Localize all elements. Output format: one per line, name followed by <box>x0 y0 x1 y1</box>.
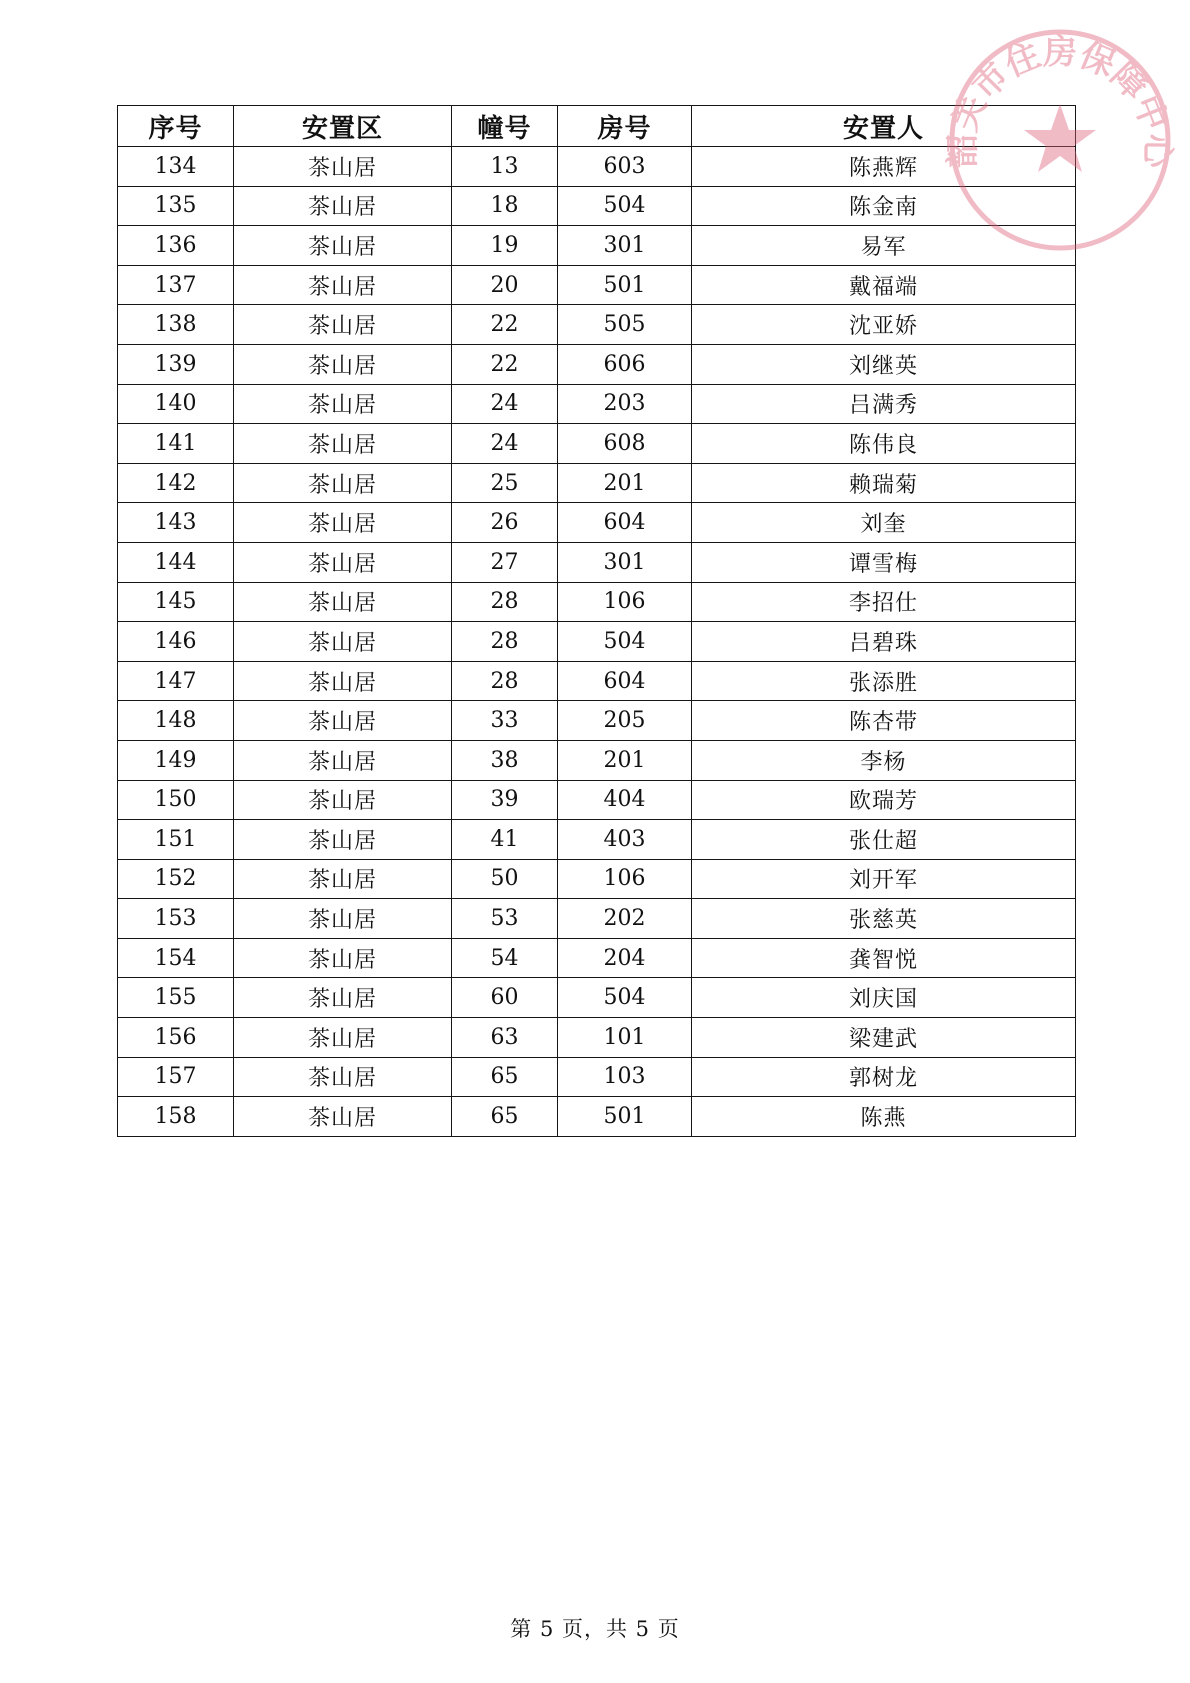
table-row <box>118 344 1076 384</box>
cell-person: 梁建武 <box>692 1018 1076 1058</box>
cell-person: 陈伟良 <box>692 424 1076 464</box>
cell-area: 茶山居 <box>234 1097 452 1137</box>
cell-building: 19 <box>452 226 558 266</box>
cell-room: 103 <box>558 1057 692 1097</box>
cell-serial: 146 <box>118 622 234 662</box>
cell-building: 39 <box>452 780 558 820</box>
table-row <box>118 542 1076 582</box>
cell-serial: 145 <box>118 582 234 622</box>
table-row <box>118 226 1076 266</box>
seal-star-icon <box>1024 104 1096 172</box>
cell-serial: 147 <box>118 661 234 701</box>
cell-person: 欧瑞芳 <box>692 780 1076 820</box>
cell-building: 65 <box>452 1057 558 1097</box>
cell-room: 204 <box>558 938 692 978</box>
table-row <box>118 147 1076 187</box>
cell-room: 201 <box>558 463 692 503</box>
cell-area: 茶山居 <box>234 1057 452 1097</box>
cell-person: 吕满秀 <box>692 384 1076 424</box>
table-row <box>118 1018 1076 1058</box>
cell-building: 28 <box>452 661 558 701</box>
cell-area: 茶山居 <box>234 503 452 543</box>
cell-building: 53 <box>452 899 558 939</box>
cell-person: 陈金南 <box>692 186 1076 226</box>
cell-person: 李杨 <box>692 740 1076 780</box>
header-resettled-person: 安置人 <box>692 106 1076 147</box>
cell-serial: 153 <box>118 899 234 939</box>
resettlement-table <box>117 105 1076 1137</box>
table-row <box>118 424 1076 464</box>
cell-area: 茶山居 <box>234 899 452 939</box>
header-serial-number: 序号 <box>118 106 234 147</box>
cell-person: 刘开军 <box>692 859 1076 899</box>
official-seal-stamp <box>938 18 1178 258</box>
table-row <box>118 740 1076 780</box>
cell-person: 张仕超 <box>692 820 1076 860</box>
cell-area: 茶山居 <box>234 938 452 978</box>
cell-room: 604 <box>558 661 692 701</box>
cell-area: 茶山居 <box>234 147 452 187</box>
cell-building: 26 <box>452 503 558 543</box>
cell-building: 63 <box>452 1018 558 1058</box>
cell-area: 茶山居 <box>234 305 452 345</box>
table-row <box>118 186 1076 226</box>
cell-serial: 156 <box>118 1018 234 1058</box>
cell-person: 陈杏带 <box>692 701 1076 741</box>
cell-area: 茶山居 <box>234 226 452 266</box>
cell-building: 27 <box>452 542 558 582</box>
table-row <box>118 701 1076 741</box>
cell-room: 202 <box>558 899 692 939</box>
cell-room: 205 <box>558 701 692 741</box>
cell-building: 22 <box>452 344 558 384</box>
cell-room: 301 <box>558 542 692 582</box>
cell-serial: 141 <box>118 424 234 464</box>
cell-building: 13 <box>452 147 558 187</box>
cell-area: 茶山居 <box>234 740 452 780</box>
cell-room: 604 <box>558 503 692 543</box>
cell-area: 茶山居 <box>234 622 452 662</box>
table-row <box>118 1057 1076 1097</box>
cell-area: 茶山居 <box>234 424 452 464</box>
table-row <box>118 265 1076 305</box>
cell-person: 龚智悦 <box>692 938 1076 978</box>
header-room-number: 房号 <box>558 106 692 147</box>
cell-person: 张慈英 <box>692 899 1076 939</box>
cell-room: 106 <box>558 582 692 622</box>
cell-area: 茶山居 <box>234 582 452 622</box>
cell-room: 403 <box>558 820 692 860</box>
cell-building: 50 <box>452 859 558 899</box>
cell-area: 茶山居 <box>234 701 452 741</box>
cell-person: 刘继英 <box>692 344 1076 384</box>
cell-person: 吕碧珠 <box>692 622 1076 662</box>
cell-building: 65 <box>452 1097 558 1137</box>
table-row <box>118 780 1076 820</box>
cell-building: 60 <box>452 978 558 1018</box>
cell-serial: 138 <box>118 305 234 345</box>
table-header-row <box>118 106 1076 147</box>
cell-room: 603 <box>558 147 692 187</box>
cell-area: 茶山居 <box>234 820 452 860</box>
cell-building: 25 <box>452 463 558 503</box>
seal-text-path: 韶关市住房保障中心 <box>942 32 1178 168</box>
cell-room: 201 <box>558 740 692 780</box>
cell-person: 赖瑞菊 <box>692 463 1076 503</box>
cell-room: 505 <box>558 305 692 345</box>
cell-person: 易军 <box>692 226 1076 266</box>
cell-area: 茶山居 <box>234 384 452 424</box>
table-row <box>118 582 1076 622</box>
cell-building: 33 <box>452 701 558 741</box>
cell-person: 陈燕辉 <box>692 147 1076 187</box>
cell-room: 101 <box>558 1018 692 1058</box>
cell-building: 28 <box>452 582 558 622</box>
cell-serial: 135 <box>118 186 234 226</box>
cell-serial: 152 <box>118 859 234 899</box>
cell-room: 501 <box>558 1097 692 1137</box>
table-row <box>118 820 1076 860</box>
header-resettlement-area: 安置区 <box>234 106 452 147</box>
cell-serial: 151 <box>118 820 234 860</box>
cell-room: 301 <box>558 226 692 266</box>
cell-person: 刘奎 <box>692 503 1076 543</box>
cell-building: 18 <box>452 186 558 226</box>
cell-person: 谭雪梅 <box>692 542 1076 582</box>
cell-serial: 143 <box>118 503 234 543</box>
cell-person: 张添胜 <box>692 661 1076 701</box>
cell-area: 茶山居 <box>234 463 452 503</box>
cell-person: 沈亚娇 <box>692 305 1076 345</box>
table-row <box>118 384 1076 424</box>
cell-building: 28 <box>452 622 558 662</box>
cell-area: 茶山居 <box>234 780 452 820</box>
cell-person: 戴福端 <box>692 265 1076 305</box>
cell-building: 38 <box>452 740 558 780</box>
cell-room: 504 <box>558 622 692 662</box>
table-row <box>118 859 1076 899</box>
cell-area: 茶山居 <box>234 265 452 305</box>
cell-serial: 144 <box>118 542 234 582</box>
cell-room: 504 <box>558 186 692 226</box>
cell-person: 刘庆国 <box>692 978 1076 1018</box>
cell-serial: 136 <box>118 226 234 266</box>
cell-serial: 154 <box>118 938 234 978</box>
table-row <box>118 622 1076 662</box>
cell-area: 茶山居 <box>234 542 452 582</box>
cell-room: 501 <box>558 265 692 305</box>
table-row <box>118 503 1076 543</box>
cell-serial: 155 <box>118 978 234 1018</box>
cell-person: 郭树龙 <box>692 1057 1076 1097</box>
cell-area: 茶山居 <box>234 186 452 226</box>
header-building-number: 幢号 <box>452 106 558 147</box>
cell-building: 54 <box>452 938 558 978</box>
cell-building: 22 <box>452 305 558 345</box>
table-row <box>118 305 1076 345</box>
cell-room: 106 <box>558 859 692 899</box>
cell-area: 茶山居 <box>234 859 452 899</box>
cell-serial: 134 <box>118 147 234 187</box>
table-row <box>118 1097 1076 1137</box>
cell-room: 504 <box>558 978 692 1018</box>
cell-building: 24 <box>452 424 558 464</box>
cell-serial: 150 <box>118 780 234 820</box>
table-body <box>118 147 1076 1137</box>
table-row <box>118 463 1076 503</box>
cell-serial: 139 <box>118 344 234 384</box>
cell-room: 203 <box>558 384 692 424</box>
cell-serial: 137 <box>118 265 234 305</box>
table-row <box>118 661 1076 701</box>
cell-area: 茶山居 <box>234 1018 452 1058</box>
cell-building: 24 <box>452 384 558 424</box>
cell-serial: 142 <box>118 463 234 503</box>
cell-room: 404 <box>558 780 692 820</box>
cell-serial: 149 <box>118 740 234 780</box>
cell-serial: 140 <box>118 384 234 424</box>
cell-person: 陈燕 <box>692 1097 1076 1137</box>
cell-building: 20 <box>452 265 558 305</box>
table-row <box>118 978 1076 1018</box>
page-number-footer: 第 5 页，共 5 页 <box>510 1617 680 1641</box>
table-row <box>118 938 1076 978</box>
cell-person: 李招仕 <box>692 582 1076 622</box>
cell-building: 41 <box>452 820 558 860</box>
cell-room: 608 <box>558 424 692 464</box>
cell-area: 茶山居 <box>234 978 452 1018</box>
cell-serial: 158 <box>118 1097 234 1137</box>
cell-serial: 148 <box>118 701 234 741</box>
cell-serial: 157 <box>118 1057 234 1097</box>
cell-area: 茶山居 <box>234 661 452 701</box>
cell-room: 606 <box>558 344 692 384</box>
table-row <box>118 899 1076 939</box>
cell-area: 茶山居 <box>234 344 452 384</box>
